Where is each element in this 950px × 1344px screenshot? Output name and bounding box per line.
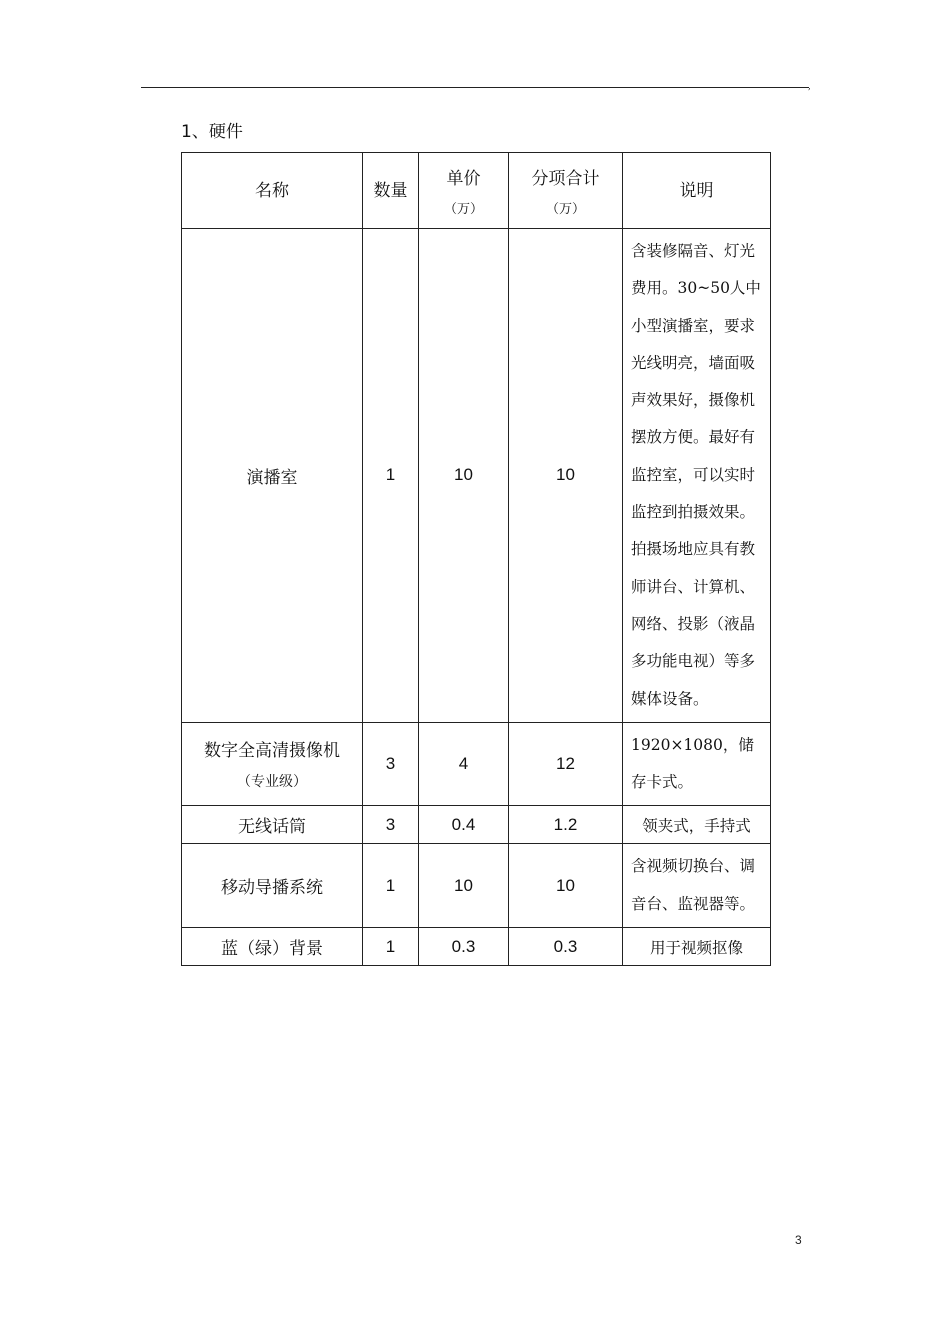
cell-unit-price: 0.3 [419,928,509,966]
cell-description: 用于视频抠像 [623,928,771,966]
cell-quantity: 1 [363,844,419,928]
table-header-row [182,153,771,229]
cell-subtotal: 10 [509,229,623,723]
cell-description: 含视频切换台、调音台、监视器等。 [623,844,771,928]
cell-name: 移动导播系统 [182,844,363,928]
cell-subtotal: 10 [509,844,623,928]
cell-name [182,722,363,806]
section-title: 1、硬件 [181,122,243,142]
cell-quantity: 3 [363,722,419,806]
cell-description: 含装修隔音、灯光费用。30~50人中小型演播室，要求光线明亮，墙面吸声效果好，摄像机摆放方便。最好有监控室，可以实时监控到拍摄效果。拍摄场地应具有教师讲台、计算机、网络、投影（液晶多功能电视）等多媒体设备。 [623,229,771,723]
header-quantity: 数量 [363,153,419,229]
cell-quantity: 1 [363,229,419,723]
cell-description: 1920×1080，储存卡式。 [623,722,771,806]
table-row [182,229,771,723]
hardware-budget-table [181,152,771,966]
header-mark: , [808,82,811,92]
cell-description: 领夹式，手持式 [623,806,771,844]
cell-name-sub: （专业级） [237,774,307,791]
table-row [182,806,771,844]
cell-name: 蓝（绿）背景 [182,928,363,966]
cell-unit-price: 10 [419,844,509,928]
header-rule [141,87,809,88]
cell-quantity: 1 [363,928,419,966]
cell-unit-price: 0.4 [419,806,509,844]
header-name: 名称 [182,153,363,229]
cell-unit-price: 10 [419,229,509,723]
cell-subtotal: 12 [509,722,623,806]
header-description: 说明 [623,153,771,229]
table-row [182,722,771,806]
cell-subtotal: 1.2 [509,806,623,844]
cell-name: 无线话筒 [182,806,363,844]
cell-quantity: 3 [363,806,419,844]
cell-subtotal: 0.3 [509,928,623,966]
header-subtotal: 分项合计 （万） [509,153,623,229]
header-unit-price: 单价 （万） [419,153,509,229]
table-row [182,844,771,928]
page-number: 3 [795,1233,802,1247]
cell-unit-price: 4 [419,722,509,806]
cell-name-main: 数字全高清摄像机 [204,741,340,762]
cell-name: 演播室 [182,229,363,723]
table-row [182,928,771,966]
